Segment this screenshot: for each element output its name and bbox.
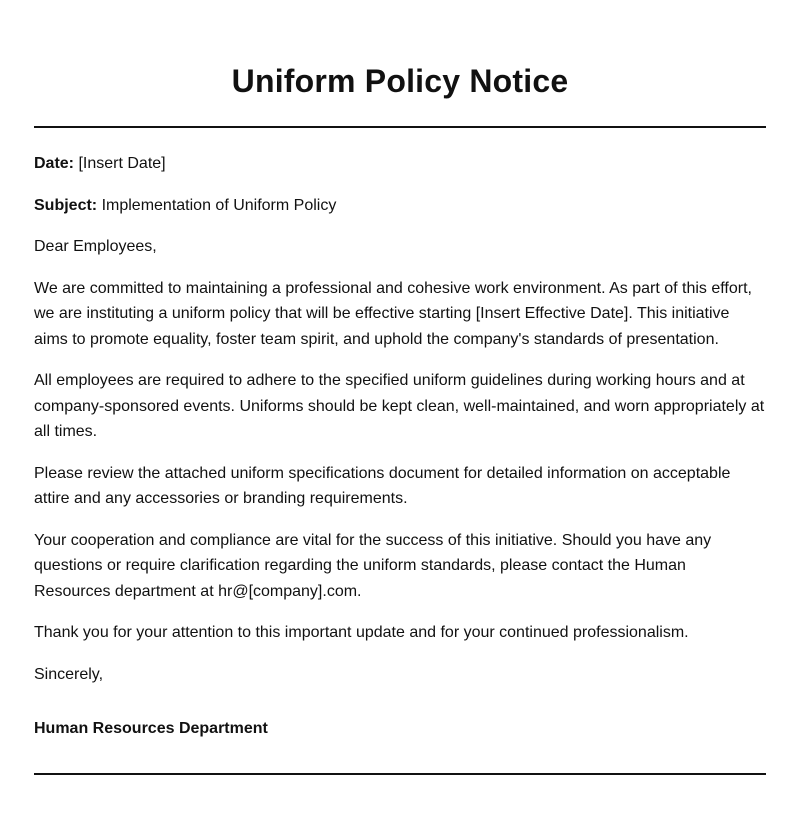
paragraph-intro: We are committed to maintaining a professional and cohesive work environment. As part of this effort, we are instituting a uniform policy that will be effective starting [Insert Effective Date]. This initiative aims to promote equality, foster team spirit, and uphold the company's standards of presentation. — [34, 279, 752, 348]
notice-body — [34, 151, 766, 742]
date-line — [34, 151, 766, 177]
notice-page — [34, 0, 766, 775]
paragraph-requirements: All employees are required to adhere to the specified uniform guidelines during working hours and at company-sponsored events. Uniforms should be kept clean, well-maintained, and worn appropriately at all times. — [34, 372, 765, 440]
subject-line — [34, 193, 766, 219]
signature: Human Resources Department — [34, 720, 268, 737]
date-value: [Insert Date] — [78, 155, 166, 172]
subject-label: Subject: — [34, 196, 98, 214]
page-title: Uniform Policy Notice — [231, 63, 569, 99]
date-label: Date: — [34, 155, 75, 172]
paragraph-thanks: Thank you for your attention to this important update and for your continued professionalism. — [34, 624, 689, 641]
paragraph-specifications: Please review the attached uniform specifications document for detailed information on acceptable attire and any accessories or branding requirements. — [34, 464, 731, 507]
top-divider — [34, 126, 766, 128]
closing: Sincerely, — [34, 665, 104, 683]
bottom-divider — [34, 773, 766, 775]
paragraph-contact: Your cooperation and compliance are vital for the success of this initiative. Should you have any questions or require clarification regarding the uniform standards, please contact the Human Resources department at hr@[company].com. — [34, 531, 712, 600]
salutation: Dear Employees, — [34, 238, 157, 255]
subject-value: Implementation of Uniform Policy — [101, 196, 337, 214]
